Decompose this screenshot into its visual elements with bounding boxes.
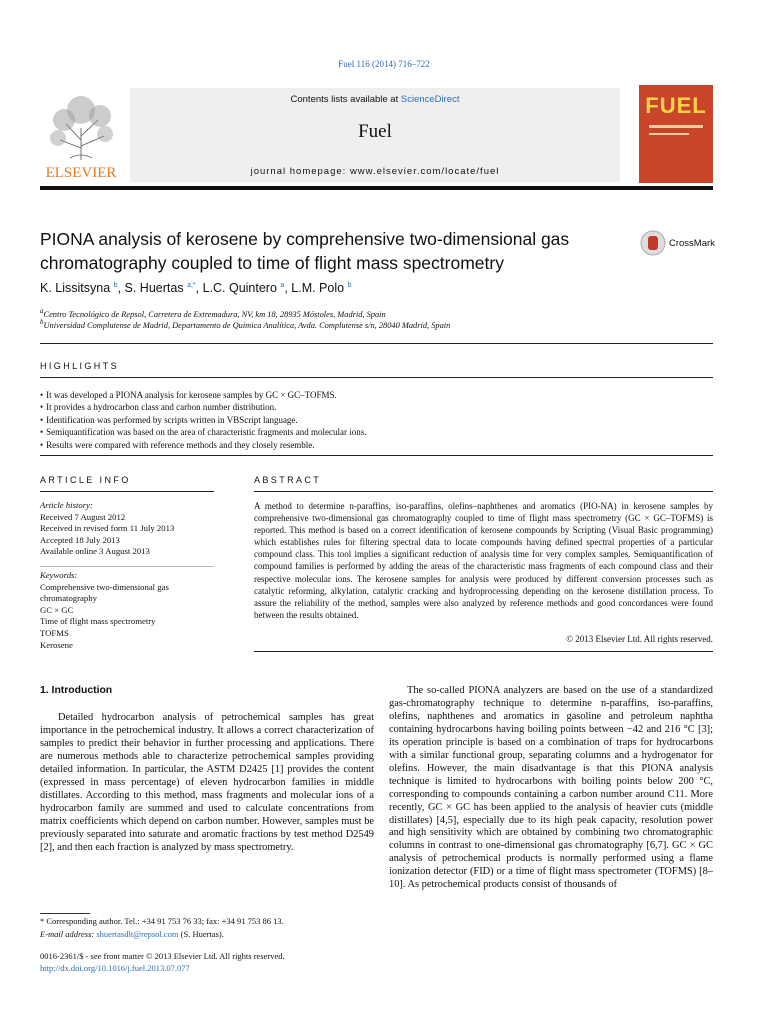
history-entry: Accepted 18 July 2013 <box>40 534 120 545</box>
highlight-item: • It was developed a PIONA analysis for kerosene samples by GC × GC–TOFMS. <box>40 389 713 401</box>
email-label: E-mail address: <box>40 929 97 939</box>
keywords-rule <box>40 566 214 567</box>
body-column-left: Detailed hydrocarbon analysis of petrochemical samples has great importance in the petrochemical industry. It allows a correct characterization of samples to predict their behavior in further processing and applications. There are numerous methods able to characterize petrochemical samples providing detailed information. In particular, the ASTM D2425 [1] provides the content (expressed in mass percentage) of eleven hydrocarbon families in middle distillates. According to this method, mass fragments and molecular ions of a hydrocarbon family are summed and used to calculate concentrations from matrix coefficients which depend on carbon number. However, samples must be previously separated into saturate and aromatic fractions by test method D2549 [2], and then each fraction is analyzed by mass spectrometry. <box>40 712 374 853</box>
keyword: Time of flight mass spectrometry <box>40 616 156 627</box>
sciencedirect-link[interactable]: ScienceDirect <box>400 94 460 105</box>
history-entry: Received in revised form 11 July 2013 <box>40 523 175 534</box>
highlights-heading-rule <box>40 377 713 378</box>
contents-line <box>130 94 620 105</box>
article-history <box>40 500 220 558</box>
highlight-item: • Results were compared with reference methods and they closely resemble. <box>40 439 713 451</box>
highlights-top-rule <box>40 343 713 344</box>
keyword: TOFMS <box>40 627 69 638</box>
elsevier-logo <box>40 88 122 180</box>
journal-name: Fuel <box>358 121 392 142</box>
author-affil-marker[interactable]: a <box>280 281 285 289</box>
author-name[interactable]: K. Lissitsyna <box>40 281 111 295</box>
cover-stripe <box>649 133 689 135</box>
author-name[interactable]: L.C. Quintero <box>202 281 277 295</box>
keyword: GC × GC <box>40 604 74 615</box>
email-link[interactable]: shuertasdlt@repsol.com <box>96 929 179 939</box>
crossmark-icon <box>640 230 666 256</box>
highlight-item: • It provides a hydrocarbon class and carbon number distribution. <box>40 401 713 413</box>
author-name[interactable]: S. Huertas <box>124 281 184 295</box>
author-list: K. Lissitsyna $^b$, S. Huertas $^{a,*}$, L.C. Quintero $^a$, L.M. Polo $^b$ <box>40 281 352 295</box>
affil-marker: a <box>40 307 44 315</box>
email-suffix: (S. Huertas). <box>178 929 224 939</box>
cover-stripe <box>649 125 703 128</box>
abstract-bottom-rule <box>254 651 713 652</box>
section-heading: 1. Introduction <box>40 685 113 696</box>
abstract-heading: ABSTRACT <box>254 475 322 485</box>
affil-text: Universidad Complutense de Madrid, Departamento de Química Analítica, Avda. Complutense s/n, 28040 Madrid, Spain <box>43 320 451 330</box>
homepage-prefix: journal homepage: <box>250 166 350 177</box>
author-affil-marker[interactable]: a,* <box>187 281 196 289</box>
abstract-copyright: © 2013 Elsevier Ltd. All rights reserved. <box>566 634 713 644</box>
author-affil-marker[interactable]: b <box>347 281 352 289</box>
highlight-item: • Semiquantification was based on the area of characteristic fragments and molecular ions. <box>40 426 713 438</box>
history-entry: Available online 3 August 2013 <box>40 546 150 557</box>
keywords <box>40 570 220 651</box>
abstract-rule <box>254 491 713 492</box>
cover-title: FUEL <box>645 93 707 118</box>
keywords-label: Keywords: <box>40 570 78 580</box>
crossmark-label: CrossMark <box>669 238 715 249</box>
affil-marker: b <box>40 318 44 326</box>
affiliation-b <box>40 318 450 330</box>
keyword: Comprehensive two-dimensional gas chromatography <box>40 581 169 604</box>
corresponding-author-note: * Corresponding author. Tel.: +34 91 753 76 33; fax: +34 91 753 86 13. <box>40 916 284 926</box>
keyword: Kerosene <box>40 639 73 650</box>
highlights-list <box>40 389 713 451</box>
elsevier-wordmark: ELSEVIER <box>45 165 117 180</box>
paper-title: PIONA analysis of kerosene by comprehensive two-dimensional gas chromatography coupled to time of flight mass spectrometry <box>40 229 570 273</box>
history-entry: Received 7 August 2012 <box>40 511 126 522</box>
footnote-rule <box>40 913 90 914</box>
body-column-right: The so-called PIONA analyzers are based on the use of a standardized gas-chromatography technique to determine n-paraffins, iso-paraffins, olefins, naphthenes and aromatics in gasoline and petroleum naphtha containing hydrocarbons having boiling points between −42 and 216 °C [3]; its operation principle is based on a combination of traps for hydrocarbons with a similar functional group, separating columns and a hydrogenator for olefins. However, the main disadvantage is that this PIONA analysis technique is limited to hydrocarbons with boiling points below 200 °C, corresponding to compounds containing a carbon number around C11. More recently, GC × GC has been applied to the analysis of heavier cuts (middle distillates) [4,5], especially due to its high peak capacity, resolution power and high sensitivity which are obtained by combining two chromatographic columns in contrast to one-dimensional gas chromatography [6,7]. GC × GC analysis of petrochemical products is normally performed using a flame ionization detector (FID) or a time of flight mass spectrometer (TOFMS) [8–10]. As petrochemical products consist of thousands of <box>389 685 713 891</box>
crossmark-badge[interactable] <box>640 230 720 258</box>
email-note <box>40 929 224 939</box>
journal-homepage <box>130 166 620 177</box>
journal-reference[interactable]: Fuel 116 (2014) 716–722 <box>338 59 430 69</box>
highlight-item: • Identification was performed by scripts written in VBScript language. <box>40 414 713 426</box>
issn-line: 0016-2361/$ - see front matter © 2013 Elsevier Ltd. All rights reserved. <box>40 951 285 961</box>
homepage-url[interactable]: www.elsevier.com/locate/fuel <box>349 166 500 177</box>
highlights-heading: HIGHLIGHTS <box>40 361 120 371</box>
contents-prefix: Contents lists available at <box>290 94 401 105</box>
highlights-bottom-rule <box>40 455 713 456</box>
affil-text: Centro Tecnológico de Repsol, Carretera de Extremadura, NV, km 18, 28935 Móstoles, Madrid, Spain <box>43 309 386 319</box>
author-name[interactable]: L.M. Polo <box>291 281 345 295</box>
journal-cover[interactable] <box>639 85 713 183</box>
header-rule <box>40 186 713 190</box>
article-info-rule <box>40 491 214 492</box>
history-label: Article history: <box>40 500 93 510</box>
author-affil-marker[interactable]: b <box>113 281 118 289</box>
elsevier-tree-icon <box>40 88 122 180</box>
article-info-heading: ARTICLE INFO <box>40 475 131 485</box>
abstract-text: A method to determine n-paraffins, iso-paraffins, olefins–naphthenes and aromatics (PIO-NA) in kerosene samples by comprehensive two-dimensional gas chromatography coupled to time of flight mass spectrometry (GC × GC–TOFMS) is reported. This method is based on a correct identification of kerosene compounds by Scripting (Visual Basic programming) which establishes rules for filtering spectral data to locate compounds having defined spectral properties of a particular compound class. This tool implies a significant reduction of analysis time for very complex samples. Semiquantification of compound families is performed by adding the areas of the characteristic mass fragments of each compound class and their respective molecular ions. The kerosene samples for analysis were produced by different conversion processes such as catalytic reforming, alkylation, catalytic cracking and hydroprocessing depending on the kerosene distillation process. To assure the reliability of the method, samples were also analyzed by reference methods and good concordances were found between the results obtained. <box>254 501 713 620</box>
doi-link[interactable]: http://dx.doi.org/10.1016/j.fuel.2013.07.077 <box>40 963 190 973</box>
